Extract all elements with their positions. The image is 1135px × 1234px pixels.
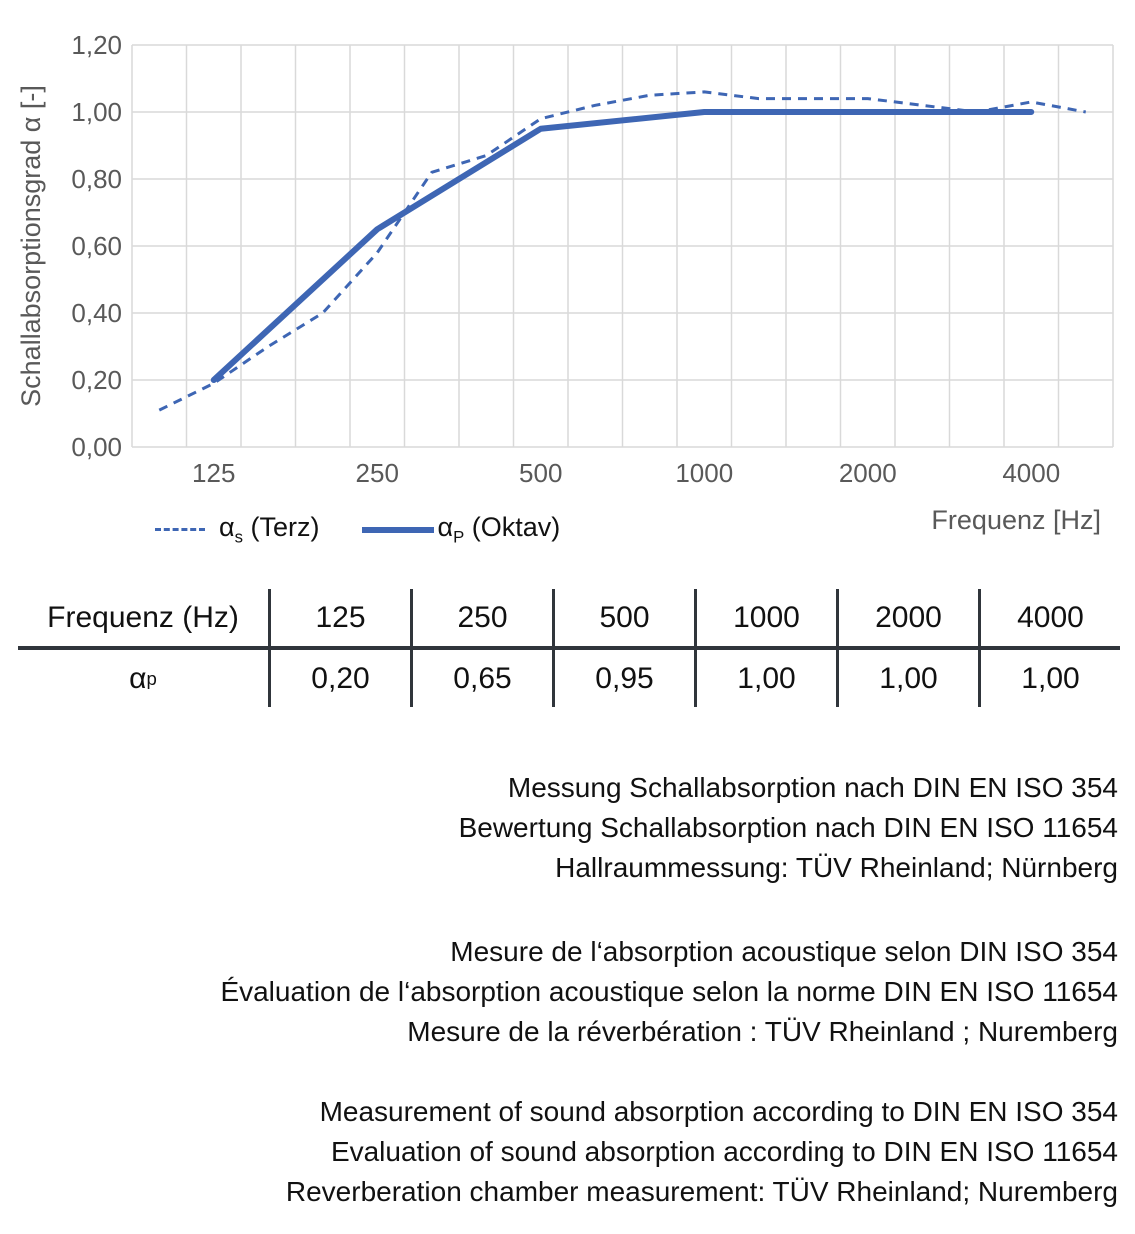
dashed-line-sample-icon [155,528,205,531]
y-tick-label: 0,40 [71,298,122,328]
legend-label-terz: $\alpha_s$ (Terz) [219,512,320,547]
table-row-label-alpha-p: α p [129,661,157,695]
x-tick-label: 500 [519,458,563,488]
note-english [18,1092,1118,1212]
gridlines [132,45,1113,447]
chart-legend [155,512,560,547]
legend-item-oktav [362,512,561,547]
table-frequency-cell: 125 [268,589,410,646]
table-alpha-value-cell: 0,65 [410,650,552,707]
x-tick-labels [192,458,1060,488]
table-header-row [18,589,1120,650]
note-line: Evaluation of sound absorption according to DIN EN ISO 11654 [330,1136,1118,1167]
table-alpha-value-cell: 1,00 [836,650,978,707]
table-frequency-cell: 250 [410,589,552,646]
frequency-table [18,589,1120,707]
y-tick-label: 1,20 [71,30,122,60]
table-value-row [18,650,1120,707]
legend-item-terz [155,512,320,547]
note-line: Évaluation de l‘absorption acoustique selon la norme DIN EN ISO 11654 [220,976,1118,1007]
y-tick-label: 0,80 [71,164,122,194]
x-tick-label: 4000 [1002,458,1061,488]
x-tick-label: 125 [192,458,236,488]
x-axis-title: Frequenz [Hz] [931,505,1101,535]
note-line: Messung Schallabsorption nach DIN EN ISO 354 [507,772,1118,803]
note-line: Reverberation chamber measurement: TÜV Rheinland; Nuremberg [285,1176,1118,1207]
note-french [18,932,1118,1052]
absorption-chart [0,0,1135,495]
x-tick-label: 1000 [675,458,734,488]
table-frequency-cell: 4000 [978,589,1120,646]
legend-label-oktav: $\alpha_P$ (Oktav) [437,512,561,547]
table-frequency-cell: 500 [552,589,694,646]
table-alpha-value-cell: 1,00 [978,650,1120,707]
y-tick-label: 0,00 [71,432,122,462]
note-line: Mesure de la réverbération : TÜV Rheinland ; Nuremberg [407,1016,1118,1047]
table-frequency-cell: 1000 [694,589,836,646]
y-tick-label: 0,20 [71,365,122,395]
table-header-label: Frequenz (Hz) [47,600,239,634]
note-line: Mesure de l‘absorption acoustique selon DIN ISO 354 [450,936,1118,967]
table-frequency-cell: 2000 [836,589,978,646]
x-tick-label: 250 [355,458,399,488]
note-german [18,768,1118,888]
y-tick-labels [71,30,122,462]
note-line: Bewertung Schallabsorption nach DIN EN ISO 11654 [458,812,1118,843]
x-tick-label: 2000 [838,458,897,488]
note-line: Measurement of sound absorption according to DIN EN ISO 354 [319,1096,1118,1127]
note-line: Hallraummessung: TÜV Rheinland; Nürnberg [555,852,1118,883]
y-tick-label: 0,60 [71,231,122,261]
table-alpha-value-cell: 0,95 [552,650,694,707]
table-alpha-value-cell: 0,20 [268,650,410,707]
solid-line-sample-icon [362,527,434,533]
table-alpha-value-cell: 1,00 [694,650,836,707]
y-tick-label: 1,00 [71,97,122,127]
y-axis-title: Schallabsorptionsgrad α [-] [16,85,46,407]
